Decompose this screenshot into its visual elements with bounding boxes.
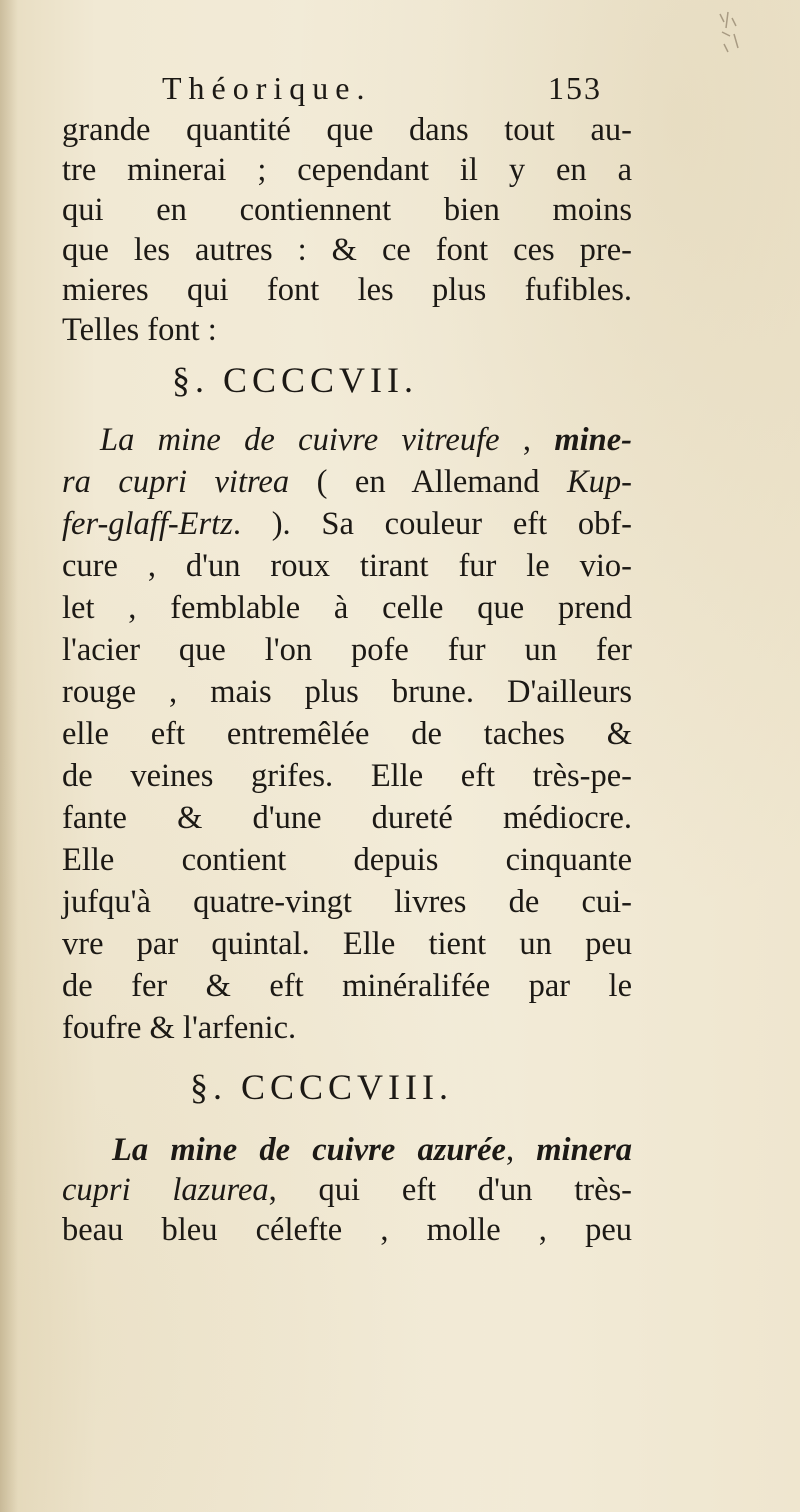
text-line: de fer & eft minéralifée par le (62, 968, 632, 1004)
text-line: Telles font : (62, 312, 217, 348)
text-line: cure , d'un roux tirant fur le vio- (62, 548, 632, 584)
punctuation: , (499, 422, 555, 458)
german-name: fer-glaff-Ertz (62, 506, 233, 542)
text-line: rouge , mais plus brune. D'ailleurs (62, 674, 632, 710)
text-line: beau bleu célefte , molle , peu (62, 1212, 632, 1248)
text-line (62, 460, 632, 504)
page-number: 153 (548, 70, 602, 106)
text-line: qui en contiennent bien moins (62, 192, 632, 228)
text-line (100, 418, 632, 462)
text-segment: , qui eft d'un très- (268, 1172, 632, 1208)
latin-name: cupri lazurea (62, 1172, 269, 1208)
text-line (62, 1168, 632, 1212)
punctuation: , (505, 1132, 537, 1168)
section-heading: §. CCCCVII. (172, 360, 419, 400)
text-line (62, 502, 632, 546)
text-line: Elle contient depuis cinquante (62, 842, 632, 878)
latin-name-start: mine- (554, 422, 632, 458)
text-line: tre minerai ; cependant il y en a (62, 152, 632, 188)
text-line: fante & d'une dureté médiocre. (62, 800, 632, 836)
mineral-name-french: La mine de cuivre azurée (112, 1132, 506, 1168)
text-line: l'acier que l'on pofe fur un fer (62, 632, 632, 668)
section-heading: §. CCCCVIII. (190, 1067, 454, 1107)
text-line: elle eft entremêlée de taches & (62, 716, 632, 752)
latin-name-start: minera (536, 1132, 632, 1168)
text-line: grande quantité que dans tout au- (62, 112, 632, 148)
text-line: foufre & l'arfenic. (62, 1010, 297, 1046)
text-line: jufqu'à quatre-vingt livres de cui- (62, 884, 632, 920)
text-segment: ( en Allemand (289, 464, 567, 500)
latin-name: ra cupri vitrea (62, 464, 290, 500)
page-header (162, 70, 602, 110)
text-line: que les autres : & ce font ces pre- (62, 232, 632, 268)
running-title: Théorique. (162, 70, 372, 106)
text-line: let , femblable à celle que prend (62, 590, 632, 626)
text-line: vre par quintal. Elle tient un peu (62, 926, 632, 962)
text-line (112, 1128, 632, 1172)
page-edge-shadow (0, 0, 18, 1512)
text-line: de veines grifes. Elle eft très-pe- (62, 758, 632, 794)
text-segment: . ). Sa couleur eft obf- (232, 506, 632, 542)
ink-smudge-icon (714, 8, 744, 58)
mineral-name-french: La mine de cuivre vitreufe (100, 422, 500, 458)
text-line: mieres qui font les plus fufibles. (62, 272, 632, 308)
german-name-start: Kup- (566, 464, 632, 500)
